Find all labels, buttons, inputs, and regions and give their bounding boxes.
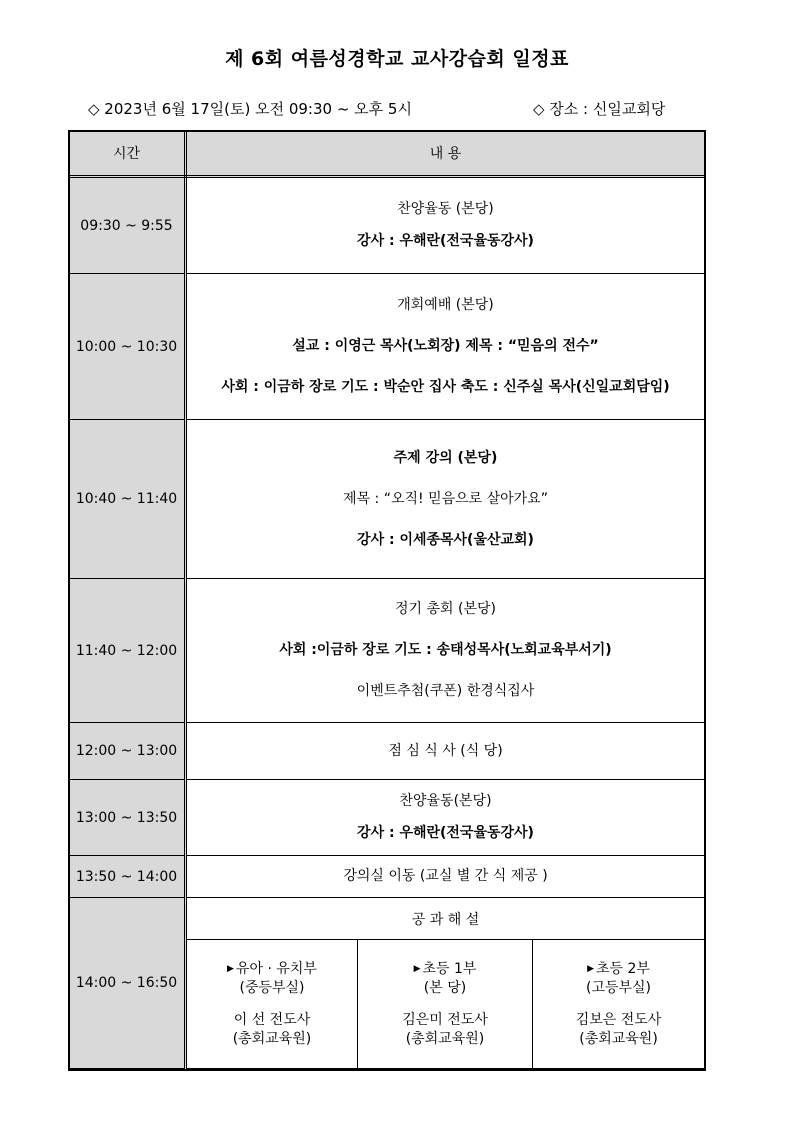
group-room: (고등부실) [586,979,652,996]
session-line: 강사 : 이세종목사(울산교회) [357,531,534,548]
session-line: 이벤트추첨(쿠폰) 한경식집사 [356,683,535,699]
session-title: 찬양율동(본당) [399,793,492,809]
document-title: 제 6회 여름성경학교 교사강습회 일정표 [225,48,569,70]
lecture-heading: 공 과 해 설 [186,898,705,940]
group-name: 초등 1부 [422,960,477,977]
group-org: (총회교육원) [405,1030,485,1047]
group-cell [533,940,705,1069]
group-cell [358,940,533,1069]
header-content: 내 용 [186,131,705,177]
session-title: 개회예배 (본당) [397,297,494,313]
table-row [69,723,705,780]
triangle-bullet-icon: ▶ [587,963,594,974]
session-line: 제목 : “오직! 믿음으로 살아가요” [343,490,548,507]
time-cell: 12:00 ~ 13:00 [69,723,186,780]
time-cell: 11:40 ~ 12:00 [69,579,186,723]
group-name: 초등 2부 [596,960,650,977]
group-org: (총회교육원) [232,1030,312,1047]
time-cell: 09:30 ~ 9:55 [69,177,186,274]
group-cell [186,940,358,1069]
content-cell [186,723,705,780]
time-cell: 13:50 ~ 14:00 [69,856,186,898]
table-row [69,177,705,274]
content-cell [186,274,705,420]
triangle-bullet-icon: ▶ [413,963,421,974]
time-cell: 14:00 ~ 16:50 [69,898,186,1069]
session-line: 사회 : 이금하 장로 기도 : 박순안 집사 축도 : 신주실 목사(신일교회담임) [221,379,670,395]
group-room: (중등부실) [239,979,305,996]
group-org: (총회교육원) [579,1030,658,1047]
session-title: 점 심 식 사 (식 당) [388,742,503,759]
session-line: 강사 : 우해란(전국율동강사) [357,233,534,249]
content-cell [186,856,705,898]
table-row [69,274,705,420]
header-time: 시간 [69,131,186,177]
table-row [69,898,705,940]
schedule-table [68,130,705,1069]
time-cell: 10:40 ~ 11:40 [69,420,186,579]
event-place: ◇ 장소 : 신일교회당 [533,100,666,118]
content-cell [186,579,705,723]
time-cell: 13:00 ~ 13:50 [69,780,186,856]
table-row [69,780,705,856]
group-room: (본 당) [423,979,467,996]
group-name: 유아 · 유치부 [235,960,317,977]
table-row [69,579,705,723]
table-row [69,856,705,898]
time-cell: 10:00 ~ 10:30 [69,274,186,420]
session-title: 정기 총회 (본당) [395,601,496,617]
content-cell [186,420,705,579]
table-row [69,420,705,579]
content-cell [186,177,705,274]
session-line: 사회 :이금하 장로 기도 : 송태성목사(노회교육부서기) [279,642,612,658]
event-date: ◇ 2023년 6월 17일(토) 오전 09:30 ~ 오후 5시 [88,100,412,118]
group-teacher: 이 선 전도사 [233,1011,311,1028]
content-cell [186,780,705,856]
table-header-row [69,131,705,177]
group-teacher: 김보은 전도사 [575,1011,662,1028]
session-title: 찬양율동 (본당) [397,201,494,217]
session-line: 설교 : 이영근 목사(노회장) 제목 : “믿음의 전수” [292,338,599,354]
session-line: 강사 : 우해란(전국율동강사) [357,825,534,841]
session-title: 주제 강의 (본당) [393,449,498,466]
group-teacher: 김은미 전도사 [402,1011,488,1028]
triangle-bullet-icon: ▶ [227,963,234,974]
session-title: 강의실 이동 (교실 별 간 식 제공 ) [343,868,548,884]
